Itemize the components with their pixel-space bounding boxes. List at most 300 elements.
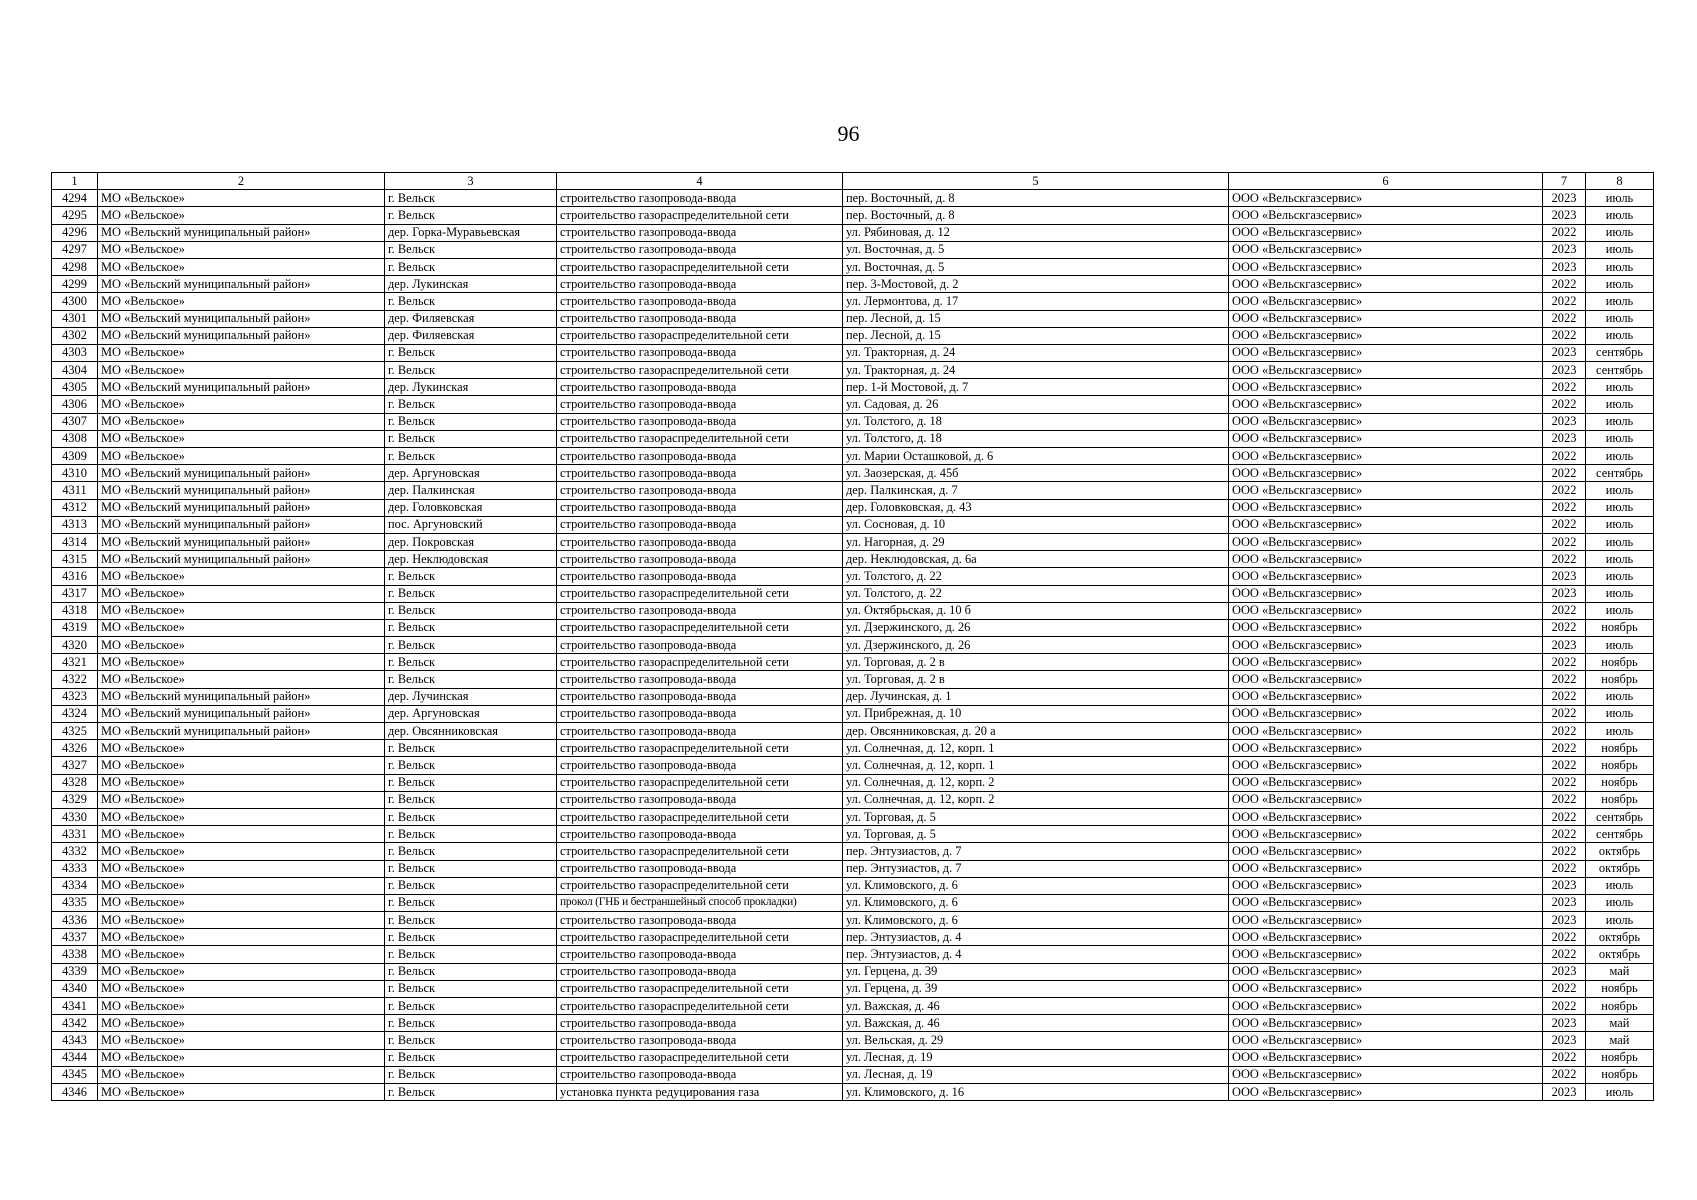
address-cell: ул. Марии Осташковой, д. 6 [843, 448, 1229, 465]
month-cell: ноябрь [1586, 740, 1654, 757]
table-row [52, 980, 1654, 997]
page-number: 96 [837, 121, 860, 146]
row-number-cell: 4327 [52, 757, 98, 774]
municipality-cell: МО «Вельское» [98, 654, 385, 671]
month-cell: июль [1586, 207, 1654, 224]
month-cell: июль [1586, 602, 1654, 619]
contractor-cell: ООО «Вельскгазсервис» [1229, 516, 1543, 533]
row-number-cell: 4310 [52, 465, 98, 482]
address-cell: ул. Восточная, д. 5 [843, 241, 1229, 258]
year-cell: 2022 [1543, 396, 1586, 413]
row-number-cell: 4311 [52, 482, 98, 499]
municipality-cell: МО «Вельский муниципальный район» [98, 499, 385, 516]
municipality-cell: МО «Вельское» [98, 568, 385, 585]
year-cell: 2022 [1543, 998, 1586, 1015]
contractor-cell: ООО «Вельскгазсервис» [1229, 963, 1543, 980]
table-row [52, 1083, 1654, 1100]
row-number-cell: 4342 [52, 1015, 98, 1032]
year-cell: 2022 [1543, 448, 1586, 465]
municipality-cell: МО «Вельский муниципальный район» [98, 482, 385, 499]
municipality-cell: МО «Вельское» [98, 843, 385, 860]
settlement-cell: г. Вельск [385, 826, 557, 843]
row-number-cell: 4324 [52, 705, 98, 722]
year-cell: 2023 [1543, 894, 1586, 911]
contractor-cell: ООО «Вельскгазсервис» [1229, 1083, 1543, 1100]
address-cell: ул. Герцена, д. 39 [843, 963, 1229, 980]
table-row [52, 860, 1654, 877]
address-cell: пер. Лесной, д. 15 [843, 327, 1229, 344]
year-cell: 2022 [1543, 224, 1586, 241]
contractor-cell: ООО «Вельскгазсервис» [1229, 654, 1543, 671]
year-cell: 2022 [1543, 774, 1586, 791]
row-number-cell: 4346 [52, 1083, 98, 1100]
row-number-cell: 4318 [52, 602, 98, 619]
contractor-cell: ООО «Вельскгазсервис» [1229, 362, 1543, 379]
table-row [52, 190, 1654, 207]
address-cell: ул. Тракторная, д. 24 [843, 344, 1229, 361]
table-row [52, 533, 1654, 550]
row-number-cell: 4328 [52, 774, 98, 791]
address-cell: ул. Тракторная, д. 24 [843, 362, 1229, 379]
settlement-cell: дер. Лучинская [385, 688, 557, 705]
month-cell: июль [1586, 241, 1654, 258]
table-row [52, 207, 1654, 224]
work-type-cell: строительство газопровода-ввода [557, 826, 843, 843]
year-cell: 2022 [1543, 791, 1586, 808]
row-number-cell: 4295 [52, 207, 98, 224]
table-row [52, 808, 1654, 825]
address-cell: ул. Восточная, д. 5 [843, 258, 1229, 275]
work-type-cell: строительство газораспределительной сети [557, 998, 843, 1015]
month-cell: ноябрь [1586, 980, 1654, 997]
contractor-cell: ООО «Вельскгазсервис» [1229, 705, 1543, 722]
month-cell: июль [1586, 293, 1654, 310]
row-number-cell: 4294 [52, 190, 98, 207]
address-cell: ул. Важская, д. 46 [843, 1015, 1229, 1032]
settlement-cell: г. Вельск [385, 1015, 557, 1032]
settlement-cell: дер. Овсянниковская [385, 723, 557, 740]
contractor-cell: ООО «Вельскгазсервис» [1229, 190, 1543, 207]
settlement-cell: г. Вельск [385, 362, 557, 379]
row-number-cell: 4300 [52, 293, 98, 310]
settlement-cell: дер. Палкинская [385, 482, 557, 499]
settlement-cell: г. Вельск [385, 774, 557, 791]
row-number-cell: 4332 [52, 843, 98, 860]
row-number-cell: 4341 [52, 998, 98, 1015]
year-cell: 2022 [1543, 671, 1586, 688]
work-type-cell: строительство газораспределительной сети [557, 619, 843, 636]
table-row [52, 293, 1654, 310]
work-type-cell: строительство газопровода-ввода [557, 241, 843, 258]
table-row [52, 258, 1654, 275]
municipality-cell: МО «Вельское» [98, 362, 385, 379]
month-cell: июль [1586, 688, 1654, 705]
table-row [52, 705, 1654, 722]
month-cell: июль [1586, 190, 1654, 207]
month-cell: июль [1586, 482, 1654, 499]
table-row [52, 671, 1654, 688]
month-cell: май [1586, 1015, 1654, 1032]
contractor-cell: ООО «Вельскгазсервис» [1229, 499, 1543, 516]
contractor-cell: ООО «Вельскгазсервис» [1229, 482, 1543, 499]
municipality-cell: МО «Вельское» [98, 980, 385, 997]
contractor-cell: ООО «Вельскгазсервис» [1229, 757, 1543, 774]
settlement-cell: г. Вельск [385, 396, 557, 413]
settlement-cell: г. Вельск [385, 602, 557, 619]
work-type-cell: строительство газопровода-ввода [557, 224, 843, 241]
year-cell: 2023 [1543, 1032, 1586, 1049]
contractor-cell: ООО «Вельскгазсервис» [1229, 533, 1543, 550]
year-cell: 2022 [1543, 602, 1586, 619]
contractor-cell: ООО «Вельскгазсервис» [1229, 379, 1543, 396]
row-number-cell: 4329 [52, 791, 98, 808]
work-type-cell: строительство газопровода-ввода [557, 310, 843, 327]
municipality-cell: МО «Вельское» [98, 241, 385, 258]
work-type-cell: строительство газораспределительной сети [557, 877, 843, 894]
address-cell: пер. Лесной, д. 15 [843, 310, 1229, 327]
contractor-cell: ООО «Вельскгазсервис» [1229, 671, 1543, 688]
address-cell: ул. Солнечная, д. 12, корп. 2 [843, 791, 1229, 808]
settlement-cell: дер. Аргуновская [385, 705, 557, 722]
year-cell: 2023 [1543, 585, 1586, 602]
column-header: 5 [843, 173, 1229, 190]
address-cell: ул. Солнечная, д. 12, корп. 2 [843, 774, 1229, 791]
month-cell: июль [1586, 723, 1654, 740]
work-type-cell: строительство газопровода-ввода [557, 912, 843, 929]
work-type-cell: строительство газопровода-ввода [557, 533, 843, 550]
work-type-cell: прокол (ГНБ и бестраншейный способ прокладки) [557, 894, 843, 911]
municipality-cell: МО «Вельский муниципальный район» [98, 327, 385, 344]
settlement-cell: дер. Горка-Муравьевская [385, 224, 557, 241]
row-number-cell: 4338 [52, 946, 98, 963]
municipality-cell: МО «Вельское» [98, 808, 385, 825]
table-row [52, 688, 1654, 705]
municipality-cell: МО «Вельское» [98, 826, 385, 843]
contractor-cell: ООО «Вельскгазсервис» [1229, 946, 1543, 963]
address-cell: ул. Солнечная, д. 12, корп. 1 [843, 740, 1229, 757]
month-cell: ноябрь [1586, 774, 1654, 791]
work-type-cell: строительство газораспределительной сети [557, 740, 843, 757]
year-cell: 2022 [1543, 327, 1586, 344]
address-cell: пер. 3-Мостовой, д. 2 [843, 276, 1229, 293]
row-number-cell: 4331 [52, 826, 98, 843]
municipality-cell: МО «Вельское» [98, 671, 385, 688]
settlement-cell: г. Вельск [385, 1066, 557, 1083]
year-cell: 2023 [1543, 877, 1586, 894]
month-cell: июль [1586, 1083, 1654, 1100]
year-cell: 2022 [1543, 1066, 1586, 1083]
address-cell: ул. Прибрежная, д. 10 [843, 705, 1229, 722]
month-cell: июль [1586, 499, 1654, 516]
municipality-cell: МО «Вельский муниципальный район» [98, 551, 385, 568]
month-cell: июль [1586, 585, 1654, 602]
work-type-cell: строительство газопровода-ввода [557, 963, 843, 980]
row-number-cell: 4344 [52, 1049, 98, 1066]
month-cell: ноябрь [1586, 619, 1654, 636]
year-cell: 2022 [1543, 757, 1586, 774]
contractor-cell: ООО «Вельскгазсервис» [1229, 568, 1543, 585]
table-row [52, 963, 1654, 980]
municipality-cell: МО «Вельский муниципальный район» [98, 723, 385, 740]
month-cell: июль [1586, 568, 1654, 585]
work-type-cell: строительство газопровода-ввода [557, 190, 843, 207]
municipality-cell: МО «Вельское» [98, 430, 385, 447]
table-row [52, 791, 1654, 808]
work-type-cell: строительство газопровода-ввода [557, 688, 843, 705]
settlement-cell: г. Вельск [385, 585, 557, 602]
table-body [52, 190, 1654, 1101]
contractor-cell: ООО «Вельскгазсервис» [1229, 327, 1543, 344]
municipality-cell: МО «Вельское» [98, 258, 385, 275]
table-row [52, 740, 1654, 757]
settlement-cell: г. Вельск [385, 998, 557, 1015]
municipality-cell: МО «Вельский муниципальный район» [98, 379, 385, 396]
month-cell: октябрь [1586, 946, 1654, 963]
table-row [52, 276, 1654, 293]
settlement-cell: г. Вельск [385, 654, 557, 671]
table-row [52, 1066, 1654, 1083]
work-type-cell: строительство газопровода-ввода [557, 568, 843, 585]
row-number-cell: 4316 [52, 568, 98, 585]
row-number-cell: 4306 [52, 396, 98, 413]
month-cell: июль [1586, 413, 1654, 430]
year-cell: 2023 [1543, 637, 1586, 654]
address-cell: ул. Важская, д. 46 [843, 998, 1229, 1015]
work-type-cell: строительство газопровода-ввода [557, 1066, 843, 1083]
municipality-cell: МО «Вельское» [98, 757, 385, 774]
month-cell: октябрь [1586, 860, 1654, 877]
contractor-cell: ООО «Вельскгазсервис» [1229, 791, 1543, 808]
address-cell: ул. Климовского, д. 16 [843, 1083, 1229, 1100]
year-cell: 2022 [1543, 723, 1586, 740]
settlement-cell: г. Вельск [385, 413, 557, 430]
contractor-cell: ООО «Вельскгазсервис» [1229, 1015, 1543, 1032]
municipality-cell: МО «Вельское» [98, 602, 385, 619]
municipality-cell: МО «Вельское» [98, 619, 385, 636]
table-row [52, 929, 1654, 946]
work-type-cell: установка пункта редуцирования газа [557, 1083, 843, 1100]
table-row [52, 1015, 1654, 1032]
address-cell: дер. Овсянниковская, д. 20 а [843, 723, 1229, 740]
month-cell: июль [1586, 258, 1654, 275]
address-cell: ул. Торговая, д. 2 в [843, 654, 1229, 671]
table-row [52, 448, 1654, 465]
address-cell: ул. Толстого, д. 22 [843, 568, 1229, 585]
settlement-cell: г. Вельск [385, 344, 557, 361]
work-type-cell: строительство газораспределительной сети [557, 929, 843, 946]
month-cell: сентябрь [1586, 808, 1654, 825]
address-cell: пер. Энтузиастов, д. 4 [843, 929, 1229, 946]
row-number-cell: 4321 [52, 654, 98, 671]
work-type-cell: строительство газораспределительной сети [557, 430, 843, 447]
contractor-cell: ООО «Вельскгазсервис» [1229, 602, 1543, 619]
table-row [52, 774, 1654, 791]
work-type-cell: строительство газопровода-ввода [557, 1032, 843, 1049]
settlement-cell: дер. Головковская [385, 499, 557, 516]
municipality-cell: МО «Вельское» [98, 912, 385, 929]
municipality-cell: МО «Вельский муниципальный район» [98, 465, 385, 482]
table-row [52, 843, 1654, 860]
contractor-cell: ООО «Вельскгазсервис» [1229, 258, 1543, 275]
address-cell: ул. Заозерская, д. 45б [843, 465, 1229, 482]
settlement-cell: дер. Неклюдовская [385, 551, 557, 568]
work-type-cell: строительство газораспределительной сети [557, 585, 843, 602]
settlement-cell: г. Вельск [385, 757, 557, 774]
address-cell: пер. 1-й Мостовой, д. 7 [843, 379, 1229, 396]
month-cell: ноябрь [1586, 671, 1654, 688]
address-cell: ул. Климовского, д. 6 [843, 877, 1229, 894]
table-row [52, 585, 1654, 602]
table-row [52, 912, 1654, 929]
contractor-cell: ООО «Вельскгазсервис» [1229, 912, 1543, 929]
year-cell: 2022 [1543, 465, 1586, 482]
settlement-cell: г. Вельск [385, 877, 557, 894]
year-cell: 2022 [1543, 499, 1586, 516]
address-cell: дер. Неклюдовская, д. 6а [843, 551, 1229, 568]
month-cell: май [1586, 963, 1654, 980]
contractor-cell: ООО «Вельскгазсервис» [1229, 224, 1543, 241]
year-cell: 2023 [1543, 413, 1586, 430]
year-cell: 2022 [1543, 688, 1586, 705]
row-number-cell: 4304 [52, 362, 98, 379]
month-cell: июль [1586, 533, 1654, 550]
work-type-cell: строительство газопровода-ввода [557, 276, 843, 293]
work-type-cell: строительство газораспределительной сети [557, 654, 843, 671]
address-cell: пер. Восточный, д. 8 [843, 190, 1229, 207]
month-cell: июль [1586, 448, 1654, 465]
settlement-cell: г. Вельск [385, 293, 557, 310]
municipality-cell: МО «Вельское» [98, 740, 385, 757]
municipality-cell: МО «Вельское» [98, 207, 385, 224]
municipality-cell: МО «Вельский муниципальный район» [98, 310, 385, 327]
work-type-cell: строительство газораспределительной сети [557, 1049, 843, 1066]
contractor-cell: ООО «Вельскгазсервис» [1229, 843, 1543, 860]
year-cell: 2022 [1543, 293, 1586, 310]
table-row [52, 482, 1654, 499]
row-number-cell: 4320 [52, 637, 98, 654]
address-cell: пер. Энтузиастов, д. 7 [843, 860, 1229, 877]
settlement-cell: дер. Аргуновская [385, 465, 557, 482]
contractor-cell: ООО «Вельскгазсервис» [1229, 1032, 1543, 1049]
row-number-cell: 4301 [52, 310, 98, 327]
municipality-cell: МО «Вельское» [98, 1066, 385, 1083]
contractor-cell: ООО «Вельскгазсервис» [1229, 293, 1543, 310]
header-row [52, 173, 1654, 190]
month-cell: июль [1586, 551, 1654, 568]
settlement-cell: дер. Филяевская [385, 327, 557, 344]
row-number-cell: 4333 [52, 860, 98, 877]
row-number-cell: 4303 [52, 344, 98, 361]
work-type-cell: строительство газопровода-ввода [557, 791, 843, 808]
address-cell: ул. Торговая, д. 2 в [843, 671, 1229, 688]
month-cell: июль [1586, 637, 1654, 654]
work-type-cell: строительство газораспределительной сети [557, 808, 843, 825]
row-number-cell: 4312 [52, 499, 98, 516]
work-type-cell: строительство газопровода-ввода [557, 516, 843, 533]
work-type-cell: строительство газораспределительной сети [557, 362, 843, 379]
contractor-cell: ООО «Вельскгазсервис» [1229, 619, 1543, 636]
year-cell: 2023 [1543, 362, 1586, 379]
municipality-cell: МО «Вельское» [98, 963, 385, 980]
work-type-cell: строительство газопровода-ввода [557, 396, 843, 413]
row-number-cell: 4302 [52, 327, 98, 344]
municipality-cell: МО «Вельское» [98, 1049, 385, 1066]
address-cell: пер. Энтузиастов, д. 4 [843, 946, 1229, 963]
settlement-cell: г. Вельск [385, 894, 557, 911]
address-cell: ул. Нагорная, д. 29 [843, 533, 1229, 550]
work-type-cell: строительство газопровода-ввода [557, 723, 843, 740]
settlement-cell: г. Вельск [385, 1083, 557, 1100]
settlement-cell: г. Вельск [385, 1032, 557, 1049]
year-cell: 2022 [1543, 808, 1586, 825]
year-cell: 2023 [1543, 1015, 1586, 1032]
month-cell: ноябрь [1586, 1049, 1654, 1066]
contractor-cell: ООО «Вельскгазсервис» [1229, 276, 1543, 293]
table-row [52, 654, 1654, 671]
month-cell: июль [1586, 310, 1654, 327]
row-number-cell: 4345 [52, 1066, 98, 1083]
column-header: 1 [52, 173, 98, 190]
contractor-cell: ООО «Вельскгазсервис» [1229, 894, 1543, 911]
table-row [52, 362, 1654, 379]
year-cell: 2023 [1543, 207, 1586, 224]
work-type-cell: строительство газораспределительной сети [557, 980, 843, 997]
row-number-cell: 4317 [52, 585, 98, 602]
contractor-cell: ООО «Вельскгазсервис» [1229, 808, 1543, 825]
settlement-cell: г. Вельск [385, 963, 557, 980]
table-row [52, 396, 1654, 413]
row-number-cell: 4305 [52, 379, 98, 396]
month-cell: май [1586, 1032, 1654, 1049]
contractor-cell: ООО «Вельскгазсервис» [1229, 1049, 1543, 1066]
month-cell: ноябрь [1586, 1066, 1654, 1083]
municipality-cell: МО «Вельское» [98, 190, 385, 207]
work-type-cell: строительство газопровода-ввода [557, 602, 843, 619]
address-cell: ул. Толстого, д. 18 [843, 413, 1229, 430]
year-cell: 2022 [1543, 705, 1586, 722]
table-row [52, 465, 1654, 482]
address-cell: ул. Октябрьская, д. 10 б [843, 602, 1229, 619]
work-type-cell: строительство газопровода-ввода [557, 482, 843, 499]
month-cell: июль [1586, 396, 1654, 413]
municipality-cell: МО «Вельское» [98, 396, 385, 413]
work-type-cell: строительство газопровода-ввода [557, 448, 843, 465]
year-cell: 2022 [1543, 619, 1586, 636]
address-cell: пер. Восточный, д. 8 [843, 207, 1229, 224]
year-cell: 2023 [1543, 430, 1586, 447]
column-header: 3 [385, 173, 557, 190]
contractor-cell: ООО «Вельскгазсервис» [1229, 860, 1543, 877]
contractor-cell: ООО «Вельскгазсервис» [1229, 774, 1543, 791]
address-cell: ул. Толстого, д. 22 [843, 585, 1229, 602]
month-cell: октябрь [1586, 843, 1654, 860]
municipality-cell: МО «Вельское» [98, 637, 385, 654]
address-cell: ул. Климовского, д. 6 [843, 912, 1229, 929]
address-cell: ул. Климовского, д. 6 [843, 894, 1229, 911]
table-row [52, 379, 1654, 396]
contractor-cell: ООО «Вельскгазсервис» [1229, 413, 1543, 430]
table-row [52, 894, 1654, 911]
settlement-cell: г. Вельск [385, 740, 557, 757]
month-cell: сентябрь [1586, 826, 1654, 843]
contractor-cell: ООО «Вельскгазсервис» [1229, 998, 1543, 1015]
month-cell: июль [1586, 877, 1654, 894]
municipality-cell: МО «Вельское» [98, 929, 385, 946]
year-cell: 2023 [1543, 1083, 1586, 1100]
work-type-cell: строительство газопровода-ввода [557, 499, 843, 516]
table-row [52, 602, 1654, 619]
row-number-cell: 4326 [52, 740, 98, 757]
